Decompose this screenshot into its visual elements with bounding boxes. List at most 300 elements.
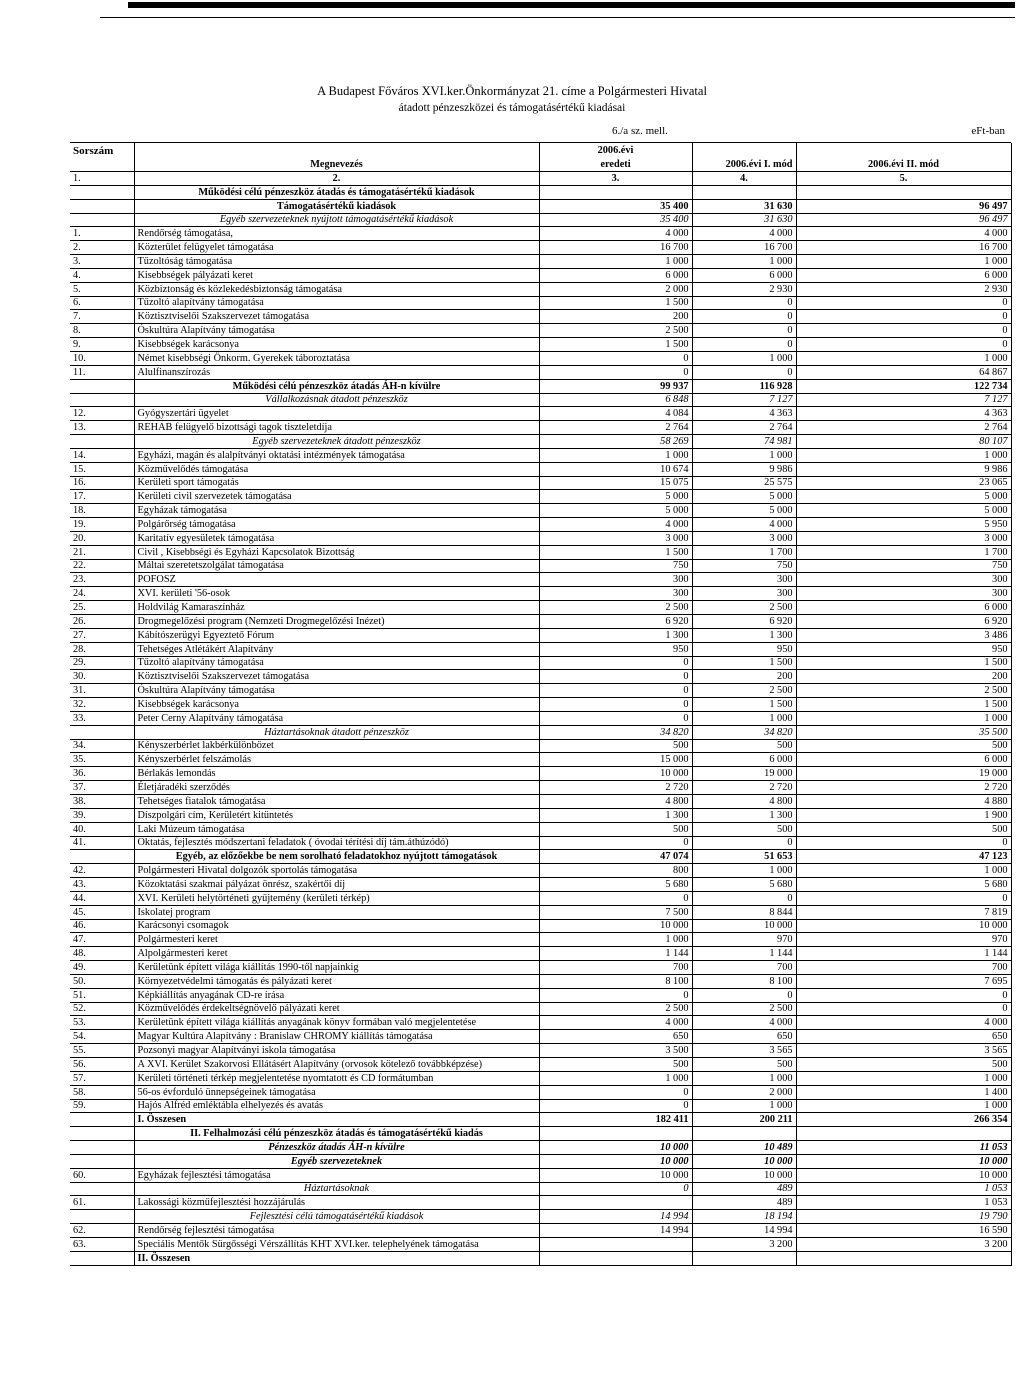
value-original: 0 — [539, 670, 692, 684]
value-original: 2 500 — [539, 324, 692, 338]
value-mod-1: 1 000 — [692, 711, 796, 725]
value-mod-2: 6 000 — [796, 753, 1011, 767]
value-original: 800 — [539, 864, 692, 878]
table-row — [70, 448, 1011, 462]
value-mod-1: 0 — [692, 836, 796, 850]
value-mod-2: 5 680 — [796, 878, 1011, 892]
value-original: 10 000 — [539, 1141, 692, 1155]
table-row — [70, 1071, 1011, 1085]
table-row — [70, 296, 1011, 310]
row-number: 9. — [70, 338, 134, 352]
value-original: 8 100 — [539, 974, 692, 988]
value-mod-1: 6 000 — [692, 268, 796, 282]
value-original: 0 — [539, 711, 692, 725]
row-number: 39. — [70, 808, 134, 822]
value-original — [539, 1196, 692, 1210]
row-name: Kerületünk épített világa kiállítás anyagának könyv formában való megjelentetése — [134, 1016, 539, 1030]
value-mod-2: 7 819 — [796, 905, 1011, 919]
row-number: 15. — [70, 462, 134, 476]
row-name: Rendőrség fejlesztési támogatása — [134, 1224, 539, 1238]
table-row — [70, 628, 1011, 642]
value-mod-2: 96 497 — [796, 213, 1011, 227]
row-number: 24. — [70, 587, 134, 601]
value-original: 35 400 — [539, 199, 692, 213]
row-name: Kábítószerügyi Egyeztető Fórum — [134, 628, 539, 642]
row-name: Óskultúra Alapítvány támogatása — [134, 324, 539, 338]
value-original: 99 937 — [539, 379, 692, 393]
row-name: Peter Cerny Alapítvány támogatása — [134, 711, 539, 725]
value-mod-2: 10 000 — [796, 1168, 1011, 1182]
row-number: 18. — [70, 504, 134, 518]
value-mod-2: 300 — [796, 587, 1011, 601]
value-mod-1: 5 000 — [692, 490, 796, 504]
value-original: 650 — [539, 1030, 692, 1044]
colnum-4: 4. — [692, 172, 796, 186]
value-mod-1: 1 500 — [692, 698, 796, 712]
value-original: 6 920 — [539, 615, 692, 629]
value-mod-1: 2 000 — [692, 1085, 796, 1099]
table-row — [70, 324, 1011, 338]
value-original: 300 — [539, 573, 692, 587]
row-number: 62. — [70, 1224, 134, 1238]
value-mod-1: 1 000 — [692, 864, 796, 878]
table-row — [70, 739, 1011, 753]
table-row — [70, 670, 1011, 684]
value-mod-2: 19 000 — [796, 767, 1011, 781]
row-number: 8. — [70, 324, 134, 338]
table-row — [70, 227, 1011, 241]
value-mod-1: 4 000 — [692, 518, 796, 532]
table-row — [70, 310, 1011, 324]
row-name: Közterület felügyelet támogatása — [134, 241, 539, 255]
value-mod-1: 2 764 — [692, 421, 796, 435]
value-mod-2: 200 — [796, 670, 1011, 684]
value-original: 1 500 — [539, 338, 692, 352]
header-row-2 — [70, 157, 1011, 172]
table-row — [70, 891, 1011, 905]
value-mod-2: 1 053 — [796, 1196, 1011, 1210]
value-original: 950 — [539, 642, 692, 656]
value-mod-2: 4 000 — [796, 227, 1011, 241]
value-mod-1: 74 981 — [692, 435, 796, 449]
row-name: Pénzeszköz átadás ÁH-n kívülre — [134, 1141, 539, 1155]
row-number: 31. — [70, 684, 134, 698]
row-name: Egyházak támogatása — [134, 504, 539, 518]
table-row — [70, 213, 1011, 227]
value-original: 0 — [539, 656, 692, 670]
value-mod-2: 1 900 — [796, 808, 1011, 822]
value-mod-2: 10 000 — [796, 1154, 1011, 1168]
row-number: 50. — [70, 974, 134, 988]
value-original: 1 000 — [539, 448, 692, 462]
value-mod-2: 2 500 — [796, 684, 1011, 698]
value-mod-1: 6 000 — [692, 753, 796, 767]
table-row — [70, 684, 1011, 698]
table-row — [70, 947, 1011, 961]
table-row — [70, 850, 1011, 864]
row-number — [70, 379, 134, 393]
value-original: 35 400 — [539, 213, 692, 227]
value-original: 10 000 — [539, 1154, 692, 1168]
table-row — [70, 435, 1011, 449]
value-original — [539, 185, 692, 199]
row-number: 22. — [70, 559, 134, 573]
table-row — [70, 573, 1011, 587]
value-mod-1: 4 363 — [692, 407, 796, 421]
value-original: 10 000 — [539, 1168, 692, 1182]
row-name: Iskolatej program — [134, 905, 539, 919]
header-row — [70, 143, 1011, 157]
row-name: Alpolgármesteri keret — [134, 947, 539, 961]
value-mod-1: 950 — [692, 642, 796, 656]
value-mod-2: 2 764 — [796, 421, 1011, 435]
value-mod-2: 2 720 — [796, 781, 1011, 795]
row-name: Képkiállítás anyagának CD-re írása — [134, 988, 539, 1002]
row-number — [70, 1251, 134, 1265]
value-mod-1: 1 300 — [692, 628, 796, 642]
value-mod-1: 31 630 — [692, 213, 796, 227]
row-number — [70, 850, 134, 864]
row-number — [70, 1113, 134, 1127]
row-name: I. Összesen — [134, 1113, 539, 1127]
value-mod-1: 0 — [692, 365, 796, 379]
row-number — [70, 725, 134, 739]
header-2006-evi: 2006.évi — [539, 143, 692, 157]
row-name: Közoktatási szakmai pályázat önrész, szakértői díj — [134, 878, 539, 892]
value-original: 1 000 — [539, 933, 692, 947]
value-mod-1: 7 127 — [692, 393, 796, 407]
value-mod-1: 9 986 — [692, 462, 796, 476]
value-mod-2: 5 000 — [796, 504, 1011, 518]
table-row — [70, 753, 1011, 767]
row-name: Tűzoltóság támogatása — [134, 255, 539, 269]
row-name: Környezetvédelmi támogatás és pályázati keret — [134, 974, 539, 988]
value-mod-2: 1 000 — [796, 864, 1011, 878]
value-mod-1: 2 930 — [692, 282, 796, 296]
row-name: Kerületi sport támogatás — [134, 476, 539, 490]
header-ii-mod: 2006.évi II. mód — [796, 157, 1011, 172]
value-mod-2: 1 000 — [796, 255, 1011, 269]
header-i-mod: 2006.évi I. mód — [692, 157, 796, 172]
row-name: Tűzoltó alapítvány támogatása — [134, 296, 539, 310]
value-mod-2: 500 — [796, 1058, 1011, 1072]
table-row — [70, 1168, 1011, 1182]
row-number: 14. — [70, 448, 134, 462]
value-original: 6 000 — [539, 268, 692, 282]
row-name: 56-os évforduló ünnepségeinek támogatása — [134, 1085, 539, 1099]
value-mod-2: 3 486 — [796, 628, 1011, 642]
row-number: 56. — [70, 1058, 134, 1072]
row-name: Egyéb szervezeteknek átadott pénzeszköz — [134, 435, 539, 449]
row-number — [70, 185, 134, 199]
row-number — [70, 213, 134, 227]
value-mod-1: 51 653 — [692, 850, 796, 864]
value-mod-2: 1 000 — [796, 711, 1011, 725]
row-number: 47. — [70, 933, 134, 947]
row-number: 16. — [70, 476, 134, 490]
value-original: 1 300 — [539, 808, 692, 822]
table-row — [70, 1030, 1011, 1044]
table-row — [70, 1099, 1011, 1113]
value-original: 1 500 — [539, 545, 692, 559]
row-name: Civil , Kisebbségi és Egyházi Kapcsolatok Bizottság — [134, 545, 539, 559]
value-original: 1 500 — [539, 296, 692, 310]
row-name: Polgármesteri keret — [134, 933, 539, 947]
value-mod-2: 0 — [796, 310, 1011, 324]
value-mod-2: 300 — [796, 573, 1011, 587]
row-number: 45. — [70, 905, 134, 919]
value-original — [539, 1127, 692, 1141]
value-mod-1: 3 000 — [692, 531, 796, 545]
value-mod-1: 19 000 — [692, 767, 796, 781]
row-name: Kényszerbérlet lakbérkülönbözet — [134, 739, 539, 753]
row-name: Kisebbségek karácsonya — [134, 698, 539, 712]
value-mod-1: 0 — [692, 891, 796, 905]
row-number: 63. — [70, 1237, 134, 1251]
value-mod-1: 2 500 — [692, 601, 796, 615]
value-original: 500 — [539, 822, 692, 836]
value-mod-1: 8 100 — [692, 974, 796, 988]
value-mod-2: 650 — [796, 1030, 1011, 1044]
row-number — [70, 1127, 134, 1141]
value-mod-1: 1 000 — [692, 1071, 796, 1085]
row-number — [70, 393, 134, 407]
row-name: Holdvilág Kamaraszínház — [134, 601, 539, 615]
row-name: II. Felhalmozási célú pénzeszköz átadás és támogatásértékű kiadás — [134, 1127, 539, 1141]
row-number: 26. — [70, 615, 134, 629]
row-number — [70, 1141, 134, 1155]
value-original: 4 000 — [539, 1016, 692, 1030]
row-number: 5. — [70, 282, 134, 296]
value-mod-2: 1 000 — [796, 448, 1011, 462]
table-row — [70, 338, 1011, 352]
value-mod-1: 10 000 — [692, 1154, 796, 1168]
table-row — [70, 1141, 1011, 1155]
table-row — [70, 282, 1011, 296]
row-number: 19. — [70, 518, 134, 532]
value-mod-1: 1 500 — [692, 656, 796, 670]
table-row — [70, 1113, 1011, 1127]
row-name: XVI. kerületi '56-osok — [134, 587, 539, 601]
value-original: 500 — [539, 739, 692, 753]
value-mod-1: 489 — [692, 1182, 796, 1196]
header-megnevezes: Megnevezés — [134, 157, 539, 172]
value-original: 1 144 — [539, 947, 692, 961]
colnum-5: 5. — [796, 172, 1011, 186]
row-name: Hajós Alfréd emléktábla elhelyezés és avatás — [134, 1099, 539, 1113]
value-original: 300 — [539, 587, 692, 601]
table-row — [70, 836, 1011, 850]
value-mod-1: 5 000 — [692, 504, 796, 518]
value-mod-2: 950 — [796, 642, 1011, 656]
value-original: 34 820 — [539, 725, 692, 739]
value-mod-1: 970 — [692, 933, 796, 947]
table-row — [70, 351, 1011, 365]
table-row — [70, 822, 1011, 836]
value-mod-2: 970 — [796, 933, 1011, 947]
value-mod-1 — [692, 1127, 796, 1141]
row-name: Német kisebbségi Önkorm. Gyerekek táboroztatása — [134, 351, 539, 365]
row-number: 1. — [70, 227, 134, 241]
value-mod-2: 6 000 — [796, 601, 1011, 615]
value-mod-2: 7 127 — [796, 393, 1011, 407]
table-row — [70, 476, 1011, 490]
row-number: 21. — [70, 545, 134, 559]
value-mod-1: 500 — [692, 739, 796, 753]
value-mod-2: 3 000 — [796, 531, 1011, 545]
value-mod-2: 0 — [796, 296, 1011, 310]
value-mod-1: 4 800 — [692, 794, 796, 808]
table-row — [70, 241, 1011, 255]
value-original: 0 — [539, 836, 692, 850]
value-mod-1: 10 000 — [692, 919, 796, 933]
value-original: 700 — [539, 961, 692, 975]
value-mod-2: 3 565 — [796, 1044, 1011, 1058]
budget-table — [70, 143, 1012, 1266]
unit-label: eFt-ban — [971, 125, 1005, 137]
value-mod-2: 1 000 — [796, 1071, 1011, 1085]
row-number: 44. — [70, 891, 134, 905]
row-number: 58. — [70, 1085, 134, 1099]
value-mod-2: 7 695 — [796, 974, 1011, 988]
value-original: 500 — [539, 1058, 692, 1072]
table-row — [70, 878, 1011, 892]
value-mod-2: 64 867 — [796, 365, 1011, 379]
value-mod-2: 1 053 — [796, 1182, 1011, 1196]
value-original: 1 000 — [539, 255, 692, 269]
value-mod-2: 2 930 — [796, 282, 1011, 296]
row-name: Egyéb szervezeteknek — [134, 1154, 539, 1168]
table-row — [70, 919, 1011, 933]
value-mod-1: 0 — [692, 988, 796, 1002]
value-original: 2 000 — [539, 282, 692, 296]
value-mod-2: 35 500 — [796, 725, 1011, 739]
value-mod-2: 4 000 — [796, 1016, 1011, 1030]
table-row — [70, 1154, 1011, 1168]
value-mod-2: 1 500 — [796, 656, 1011, 670]
table-row — [70, 462, 1011, 476]
value-mod-1: 3 565 — [692, 1044, 796, 1058]
row-number: 61. — [70, 1196, 134, 1210]
value-mod-2: 4 880 — [796, 794, 1011, 808]
row-name: Drogmegelőzési program (Nemzeti Drogmegelőzési Inézet) — [134, 615, 539, 629]
value-mod-2: 0 — [796, 1002, 1011, 1016]
row-number — [70, 1182, 134, 1196]
value-original — [539, 1251, 692, 1265]
value-original: 4 084 — [539, 407, 692, 421]
table-row — [70, 504, 1011, 518]
row-number — [70, 435, 134, 449]
value-mod-1: 3 200 — [692, 1237, 796, 1251]
row-name: Kerületi civil szervezetek támogatása — [134, 490, 539, 504]
value-mod-2 — [796, 1127, 1011, 1141]
row-name: Speciális Mentők Sürgősségi Vérszállítás KHT XVI.ker. telephelyének támogatása — [134, 1237, 539, 1251]
table-row — [70, 988, 1011, 1002]
value-mod-2: 16 590 — [796, 1224, 1011, 1238]
row-number: 60. — [70, 1168, 134, 1182]
value-mod-2: 1 500 — [796, 698, 1011, 712]
value-mod-1: 2 500 — [692, 1002, 796, 1016]
table-row — [70, 1058, 1011, 1072]
value-mod-2: 3 200 — [796, 1237, 1011, 1251]
value-original: 0 — [539, 1099, 692, 1113]
header-blank — [134, 143, 539, 157]
top-thin-rule — [100, 17, 1015, 18]
row-number: 25. — [70, 601, 134, 615]
value-mod-1: 10 489 — [692, 1141, 796, 1155]
row-number: 10. — [70, 351, 134, 365]
value-mod-2: 750 — [796, 559, 1011, 573]
value-mod-1: 18 194 — [692, 1210, 796, 1224]
row-name: XVI. Kerületi helytörténeti gyűjtemény (kerületi térkép) — [134, 891, 539, 905]
value-original: 16 700 — [539, 241, 692, 255]
row-name: Életjáradéki szerződés — [134, 781, 539, 795]
value-mod-1: 500 — [692, 822, 796, 836]
value-mod-1: 1 000 — [692, 448, 796, 462]
table-row — [70, 711, 1011, 725]
row-number: 33. — [70, 711, 134, 725]
value-mod-2: 5 000 — [796, 490, 1011, 504]
row-name: Bérlakás lemondás — [134, 767, 539, 781]
value-original: 14 994 — [539, 1210, 692, 1224]
row-name: Közbiztonság és közlekedésbiztonság támogatása — [134, 282, 539, 296]
row-name: Gyógyszertári ügyelet — [134, 407, 539, 421]
value-original: 2 764 — [539, 421, 692, 435]
row-number: 3. — [70, 255, 134, 269]
value-mod-1: 200 — [692, 670, 796, 684]
table-row — [70, 642, 1011, 656]
value-original: 4 000 — [539, 227, 692, 241]
table-row — [70, 1182, 1011, 1196]
row-name: Közművelődés érdekeltségnövelő pályázati keret — [134, 1002, 539, 1016]
row-number: 34. — [70, 739, 134, 753]
row-number: 54. — [70, 1030, 134, 1044]
value-original: 2 720 — [539, 781, 692, 795]
value-original: 47 074 — [539, 850, 692, 864]
row-number: 35. — [70, 753, 134, 767]
row-number: 7. — [70, 310, 134, 324]
value-mod-1: 0 — [692, 310, 796, 324]
value-mod-2: 19 790 — [796, 1210, 1011, 1224]
value-mod-2 — [796, 1251, 1011, 1265]
table-row — [70, 559, 1011, 573]
row-number: 12. — [70, 407, 134, 421]
row-number: 41. — [70, 836, 134, 850]
value-mod-2: 4 363 — [796, 407, 1011, 421]
header-blank-4 — [70, 157, 134, 172]
value-original: 58 269 — [539, 435, 692, 449]
table-row — [70, 393, 1011, 407]
row-number: 37. — [70, 781, 134, 795]
row-number: 17. — [70, 490, 134, 504]
value-original: 182 411 — [539, 1113, 692, 1127]
row-number: 6. — [70, 296, 134, 310]
row-name: Kisebbségek karácsonya — [134, 338, 539, 352]
table-row — [70, 656, 1011, 670]
value-mod-1: 1 144 — [692, 947, 796, 961]
row-name: Közművelődés támogatása — [134, 462, 539, 476]
table-row — [70, 905, 1011, 919]
table-row — [70, 1196, 1011, 1210]
row-name: Lakossági közműfejlesztési hozzájárulás — [134, 1196, 539, 1210]
table-row — [70, 698, 1011, 712]
value-mod-2: 23 065 — [796, 476, 1011, 490]
value-original: 2 500 — [539, 601, 692, 615]
value-mod-2: 5 950 — [796, 518, 1011, 532]
attachment-reference: 6./a sz. mell. — [612, 125, 668, 137]
row-name: Egyházi, magán és alalpítványi oktatási intézmények támogatása — [134, 448, 539, 462]
value-mod-2 — [796, 185, 1011, 199]
